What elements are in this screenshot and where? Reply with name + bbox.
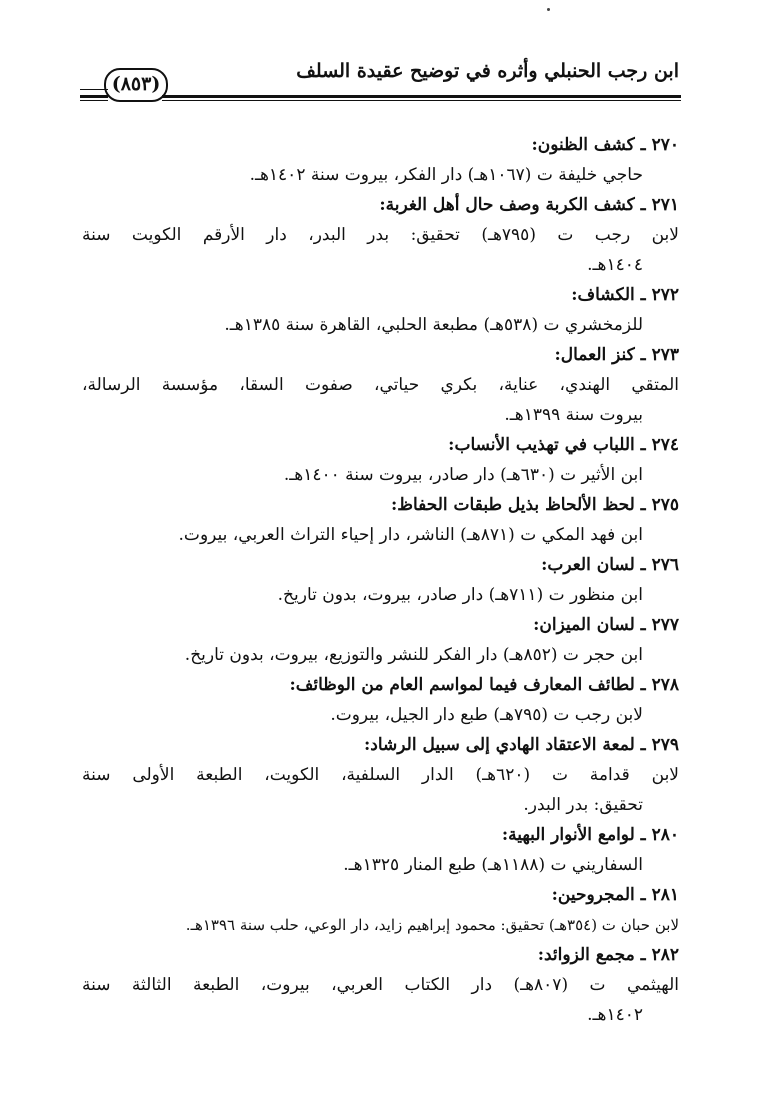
entry-title: المجروحين: <box>551 885 635 905</box>
entry-description: ابن منظور ت (٧١١هـ) دار صادر، بيروت، بدون تاريخ. <box>277 585 643 605</box>
entry-number: ٢٧٦ <box>651 555 679 575</box>
page-number: (٨٥٣) <box>104 68 168 102</box>
entry-description: ١٤٠٢هـ. <box>587 1005 643 1025</box>
entry-heading: ٢٧٤ ـ اللباب في تهذيب الأنساب: <box>82 430 679 460</box>
bibliography-entry <box>82 550 679 610</box>
entry-description: لابن حبان ت (٣٥٤هـ) تحقيق: محمود إبراهيم زايد، دار الوعي، حلب سنة ١٣٩٦هـ. <box>185 916 679 934</box>
entry-description: ابن حجر ت (٨٥٢هـ) دار الفكر للنشر والتوزيع، بيروت، بدون تاريخ. <box>184 645 643 665</box>
header-rule-thick <box>162 95 681 98</box>
entry-description: ابن فهد المكي ت (٨٧١هـ) الناشر، دار إحياء التراث العربي، بيروت. <box>178 525 643 545</box>
bibliography-entry <box>82 880 679 940</box>
bibliography-entry <box>82 190 679 280</box>
entry-description: ١٤٠٤هـ. <box>587 255 643 275</box>
entry-number: ٢٨٠ <box>651 825 679 845</box>
bibliography-entry <box>82 340 679 430</box>
entry-title: لسان الميزان: <box>533 615 635 635</box>
entry-number: ٢٧١ <box>651 195 679 215</box>
entry-description: الهيثمي ت (٨٠٧هـ) دار الكتاب العربي، بيروت، الطبعة الثالثة سنة <box>82 975 679 995</box>
entry-heading: ٢٧١ ـ كشف الكربة وصف حال أهل الغربة: <box>82 190 679 220</box>
bibliography-entry <box>82 820 679 880</box>
bibliography-entry <box>82 610 679 670</box>
bibliography-entry <box>82 940 679 1030</box>
entry-description: السفاريني ت (١١٨٨هـ) طبع المنار ١٣٢٥هـ. <box>343 855 643 875</box>
entry-description: ابن الأثير ت (٦٣٠هـ) دار صادر، بيروت سنة ١٤٠٠هـ. <box>283 465 643 485</box>
entry-heading: ٢٨٠ ـ لوامع الأنوار البهية: <box>82 820 679 850</box>
entry-number: ٢٨١ <box>651 885 679 905</box>
entry-description: المتقي الهندي، عناية، بكري حياتي، صفوت السقا، مؤسسة الرسالة، <box>82 375 679 395</box>
entry-heading: ٢٧٧ ـ لسان الميزان: <box>82 610 679 640</box>
print-speck <box>547 8 550 11</box>
bibliography-entry <box>82 430 679 490</box>
entry-number: ٢٧٣ <box>651 345 679 365</box>
bibliography-entry <box>82 280 679 340</box>
entry-title: كشف الظنون: <box>531 135 635 155</box>
entry-number: ٢٧٨ <box>651 675 679 695</box>
entry-title: اللباب في تهذيب الأنساب: <box>448 435 635 455</box>
entry-heading: ٢٧٦ ـ لسان العرب: <box>82 550 679 580</box>
entry-title: مجمع الزوائد: <box>537 945 635 965</box>
entry-title: كشف الكربة وصف حال أهل الغربة: <box>379 195 635 215</box>
entry-heading: ٢٨٢ ـ مجمع الزوائد: <box>82 940 679 970</box>
bibliography-entry <box>82 490 679 550</box>
entry-number: ٢٧٠ <box>651 135 679 155</box>
bibliography-entry <box>82 130 679 190</box>
entry-heading: ٢٨١ ـ المجروحين: <box>82 880 679 910</box>
entry-title: لمعة الاعتقاد الهادي إلى سبيل الرشاد: <box>364 735 635 755</box>
header-rule-left-thin <box>80 100 108 101</box>
entry-number: ٢٧٥ <box>651 495 679 515</box>
entry-description: تحقيق: بدر البدر. <box>523 795 643 815</box>
entry-number: ٢٨٢ <box>651 945 679 965</box>
entry-number: ٢٧٤ <box>651 435 679 455</box>
entry-title: الكشاف: <box>571 285 635 305</box>
entry-heading: ٢٧٩ ـ لمعة الاعتقاد الهادي إلى سبيل الرشاد: <box>82 730 679 760</box>
entry-description: لابن قدامة ت (٦٢٠هـ) الدار السلفية، الكويت، الطبعة الأولى سنة <box>82 765 679 785</box>
entry-heading: ٢٧٢ ـ الكشاف: <box>82 280 679 310</box>
header-rule-left-top <box>80 89 108 90</box>
entry-description: لابن رجب ت (٧٩٥هـ) تحقيق: بدر البدر، دار الأرقم الكويت سنة <box>82 225 679 245</box>
bibliography-entry <box>82 670 679 730</box>
entry-title: لحظ الألحاظ بذيل طبقات الحفاظ: <box>390 495 635 515</box>
header-rule-thin <box>162 100 681 101</box>
entry-description: للزمخشري ت (٥٣٨هـ) مطبعة الحلبي، القاهرة سنة ١٣٨٥هـ. <box>224 315 643 335</box>
entry-heading: ٢٧٠ ـ كشف الظنون: <box>82 130 679 160</box>
entry-description: بيروت سنة ١٣٩٩هـ. <box>504 405 643 425</box>
entry-title: لسان العرب: <box>541 555 635 575</box>
entry-title: كنز العمال: <box>554 345 635 365</box>
entry-heading: ٢٧٨ ـ لطائف المعارف فيما لمواسم العام من الوظائف: <box>82 670 679 700</box>
running-title: ابن رجب الحنبلي وأثره في توضيح عقيدة السلف <box>296 60 679 82</box>
entry-heading: ٢٧٥ ـ لحظ الألحاظ بذيل طبقات الحفاظ: <box>82 490 679 520</box>
entry-number: ٢٧٧ <box>651 615 679 635</box>
bibliography-list <box>82 130 679 1030</box>
entry-number: ٢٧٩ <box>651 735 679 755</box>
entry-heading: ٢٧٣ ـ كنز العمال: <box>82 340 679 370</box>
bibliography-entry <box>82 730 679 820</box>
entry-title: لطائف المعارف فيما لمواسم العام من الوظائف: <box>289 675 635 695</box>
entry-number: ٢٧٢ <box>651 285 679 305</box>
entry-description: حاجي خليفة ت (١٠٦٧هـ) دار الفكر، بيروت سنة ١٤٠٢هـ. <box>249 165 643 185</box>
entry-description: لابن رجب ت (٧٩٥هـ) طبع دار الجيل، بيروت. <box>330 705 643 725</box>
entry-title: لوامع الأنوار البهية: <box>501 825 635 845</box>
header-rule-left-thick <box>80 95 108 98</box>
